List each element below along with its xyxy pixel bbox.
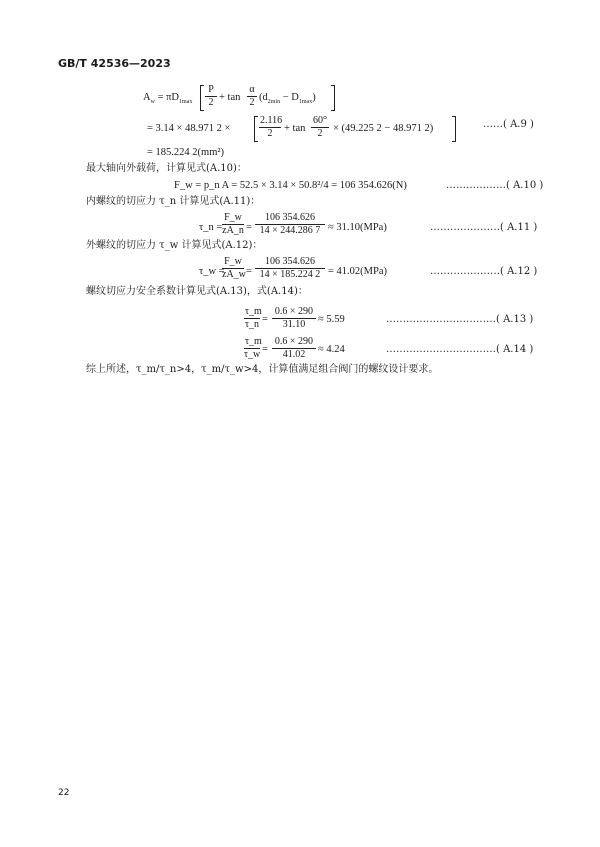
fraction: $\frac{60^\circ}{2}$ [313,115,327,139]
bracket-right [331,85,335,111]
equals-sign: = [262,314,268,325]
fraction: $\frac{0.6 \times 290}{31.10}$ [272,306,316,331]
formula-a9-line2-tail: × (49.225 2 − 48.971 2) [333,123,434,134]
equation-label-a11: …………………( A.11 ) [430,222,538,233]
formula-a9-line2-prefix: = 3.14 × 48.971 2 × [147,123,231,134]
bracket-left [200,85,204,111]
fraction: $\frac{2.116}{2}$ [260,115,283,139]
equation-label-a10: ………………( A.10 ) [446,180,544,191]
fraction: $\frac{106 354.626}{14 \times 185.224 2}$ [255,256,325,281]
formula-a11-result: ≈ 31.10(MPa) [328,222,387,233]
fraction: $\frac{\alpha}{2}$ [247,84,257,109]
standard-code-header: GB/T 42536—2023 [58,57,171,70]
formula-a9-paren: $(d_{2min} - D_{1max})$ [259,92,316,106]
formula-a13-result: ≈ 5.59 [318,314,345,325]
equals-sign: = [262,344,268,355]
fraction: $\frac{\tau\_m}{\tau\_n}$ [244,306,262,330]
fraction: $\frac{0.6 \times 290}{41.02}$ [272,336,316,361]
formula-a9-line3: = 185.224 2(mm²) [147,147,225,158]
fraction: $\frac{\tau\_m}{\tau\_w}$ [244,336,262,360]
text-a13-intro: 螺纹切应力安全系数计算见式(A.13)，式(A.14)： [86,286,308,297]
formula-a10-expr: F_w = p_n A = 52.5 × 3.14 × 50.8²/4 = 106 354.626(N) [174,180,407,191]
equation-label-a13: ……………………………( A.13 ) [386,314,534,325]
bracket-left [254,116,258,142]
formula-a12-result: = 41.02(MPa) [328,266,388,277]
formula-a9-lhs: $A_w = \pi D_{1max}$ [143,92,193,106]
fraction: $\frac{F\_w}{zA\_n}$ [222,212,244,236]
equals-sign: = [246,266,252,277]
formula-a12-lhs: τ_w = [199,266,225,277]
tan-text: + tan [219,92,241,103]
equation-label-a12: …………………( A.12 ) [430,266,538,277]
equation-label-a9: ……( A.9 ) [483,119,534,130]
equals-sign: = [246,222,252,233]
formula-a14-result: ≈ 4.24 [318,344,345,355]
conclusion-text: 综上所述，τ_m/τ_n>4，τ_m/τ_w>4，计算值满足组合阀门的螺纹设计要求。 [86,364,439,375]
bracket-right [452,116,456,142]
tan-text: + tan [284,123,306,134]
page-number: 22 [58,788,70,798]
formula-a11-lhs: τ_n = [199,222,223,233]
text-a10-intro: 最大轴向外载荷，计算见式(A.10)： [86,163,247,174]
fraction: $\frac{F\_w}{zA\_w}$ [222,256,246,280]
fraction: $\frac{106 354.626}{14 \times 244.286 7}$ [255,212,325,237]
text-a12-intro: 外螺纹的切应力 τ_w 计算见式(A.12)： [86,240,263,251]
text-a11-intro: 内螺纹的切应力 τ_n 计算见式(A.11)： [86,196,261,207]
fraction: $\frac{P}{2}$ [205,84,217,109]
equation-label-a14: ……………………………( A.14 ) [386,344,534,355]
